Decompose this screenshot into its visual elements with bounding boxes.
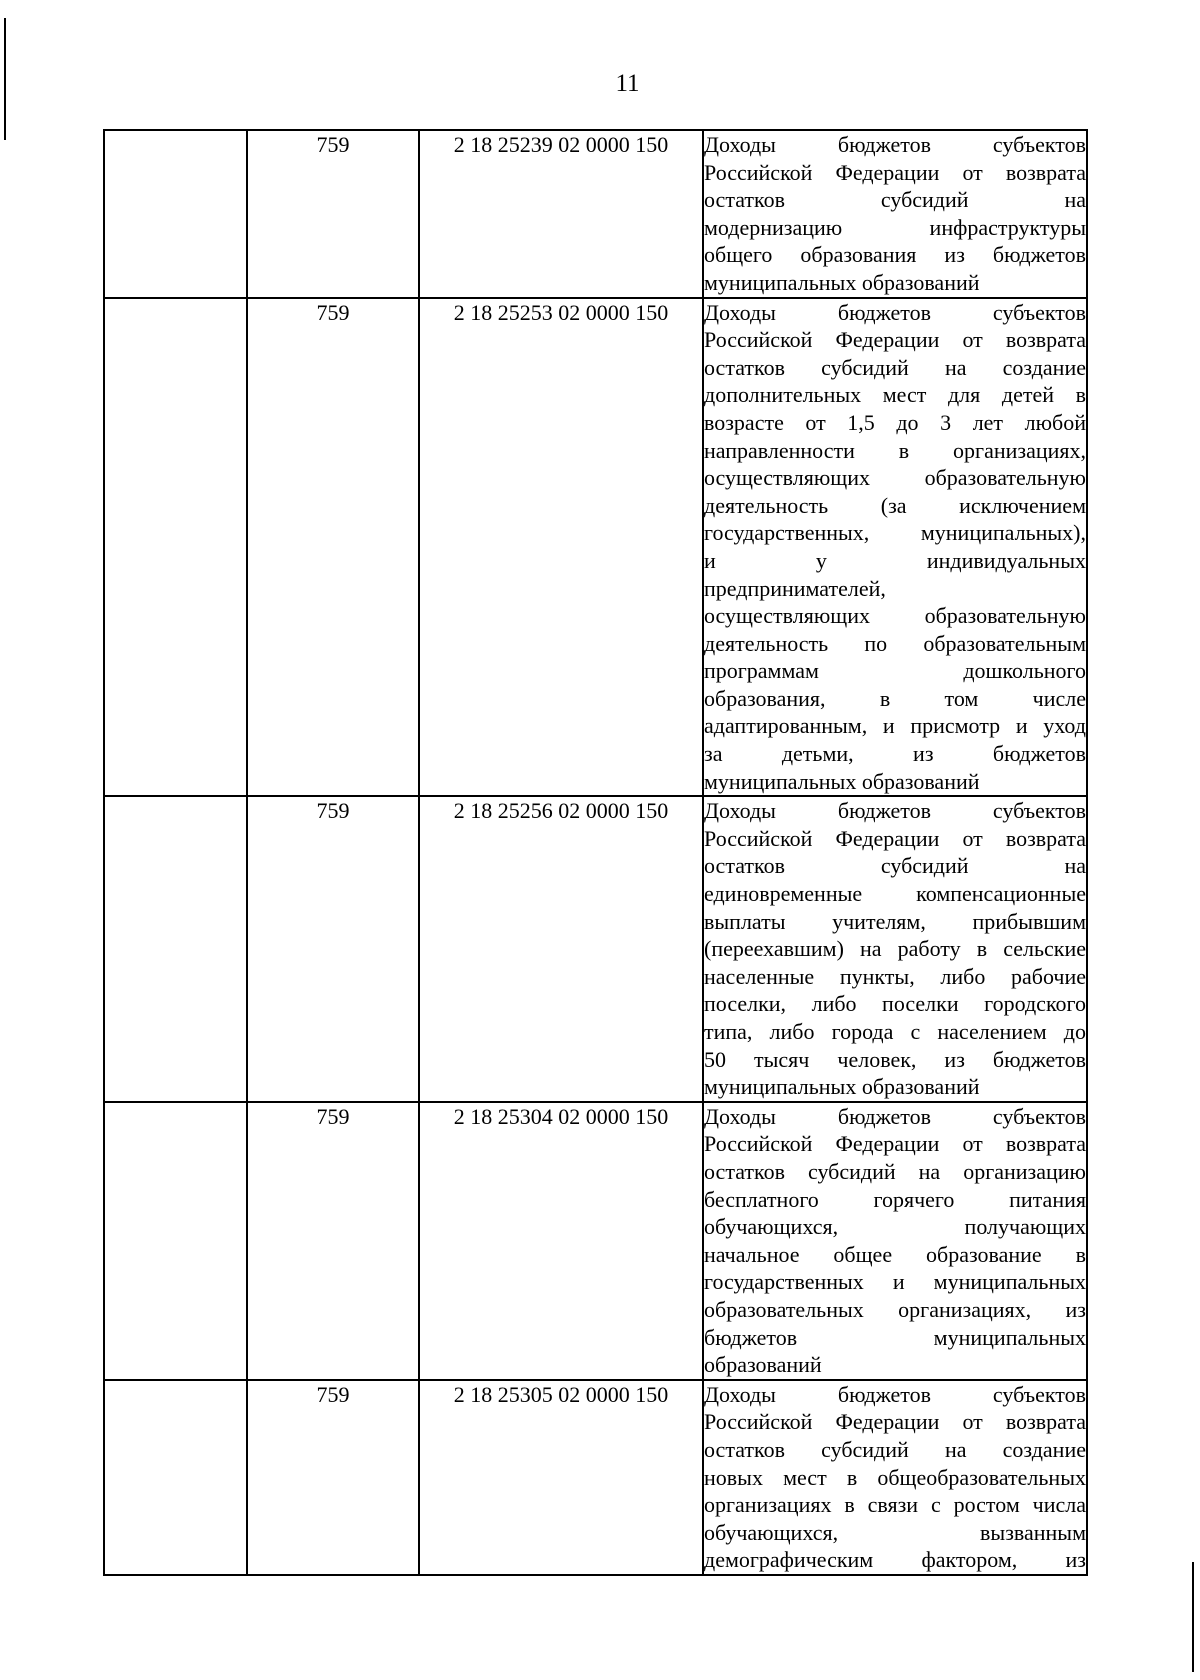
description-line: Доходы бюджетов субъектов bbox=[704, 132, 1086, 157]
description-line: направленности в организациях, bbox=[704, 437, 1086, 463]
description-line: Доходы бюджетов субъектов bbox=[704, 299, 1086, 325]
description-line: образований bbox=[704, 1352, 822, 1378]
income-description-cell bbox=[703, 1102, 1087, 1380]
empty-cell bbox=[104, 1380, 247, 1575]
scan-edge-mark-right bbox=[1192, 1562, 1194, 1672]
description-line: общего образования из бюджетов bbox=[704, 242, 1086, 268]
description-line: единовременные компенсационные bbox=[704, 881, 1086, 907]
description-line: населенные пункты, либо рабочие bbox=[704, 963, 1086, 989]
description-line: дополнительных мест для детей в bbox=[704, 382, 1086, 408]
description-line: Доходы бюджетов субъектов bbox=[704, 798, 1086, 824]
budget-classification-code-cell: 2 18 25239 02 0000 150 bbox=[419, 130, 703, 298]
description-line: модернизацию инфраструктуры bbox=[704, 214, 1086, 240]
description-line: остатков субсидий на создание bbox=[704, 354, 1086, 380]
description-line: 50 тысяч человек, из бюджетов bbox=[704, 1046, 1086, 1072]
budget-classification-code-cell: 2 18 25304 02 0000 150 bbox=[419, 1102, 703, 1380]
budget-classification-code-cell: 2 18 25305 02 0000 150 bbox=[419, 1380, 703, 1575]
description-line: Российской Федерации от возврата bbox=[704, 1409, 1086, 1435]
page-number: 11 bbox=[615, 70, 640, 97]
description-line: деятельность по образовательным bbox=[704, 630, 1086, 656]
description-line: остатков субсидий на bbox=[704, 187, 1086, 213]
description-line: муниципальных образований bbox=[704, 269, 980, 295]
empty-cell bbox=[104, 1102, 247, 1380]
description-line: образования, в том числе bbox=[704, 685, 1086, 711]
description-line: бюджетов муниципальных bbox=[704, 1324, 1086, 1350]
table-row bbox=[104, 1102, 1087, 1380]
description-line: обучающихся, получающих bbox=[704, 1214, 1086, 1240]
description-line: Российской Федерации от возврата bbox=[704, 1131, 1086, 1157]
empty-cell bbox=[104, 130, 247, 298]
description-line: остатков субсидий на bbox=[704, 853, 1086, 879]
income-description-cell bbox=[703, 130, 1087, 298]
table-row bbox=[104, 298, 1087, 797]
table-row bbox=[104, 130, 1087, 298]
description-line: предпринимателей, bbox=[704, 575, 886, 601]
description-line: и у индивидуальных bbox=[704, 547, 1086, 573]
description-line: государственных, муниципальных), bbox=[704, 520, 1086, 546]
description-line: возрасте от 1,5 до 3 лет любой bbox=[704, 409, 1086, 435]
description-line: поселки, либо поселки городского bbox=[704, 991, 1086, 1017]
description-line: остатков субсидий на организацию bbox=[704, 1158, 1086, 1184]
administrator-code-cell: 759 bbox=[247, 130, 419, 298]
description-line: адаптированным, и присмотр и уход bbox=[704, 713, 1086, 739]
description-line: Российской Федерации от возврата bbox=[704, 159, 1086, 185]
income-description-cell bbox=[703, 1380, 1087, 1575]
description-line: (переехавшим) на работу в сельские bbox=[704, 936, 1086, 962]
description-line: Российской Федерации от возврата bbox=[704, 327, 1086, 353]
administrator-code-cell: 759 bbox=[247, 298, 419, 797]
description-line: начальное общее образование в bbox=[704, 1241, 1086, 1267]
income-description-cell bbox=[703, 796, 1087, 1102]
description-line: осуществляющих образовательную bbox=[704, 603, 1086, 629]
description-line: остатков субсидий на создание bbox=[704, 1436, 1086, 1462]
description-line: Доходы бюджетов субъектов bbox=[704, 1103, 1086, 1129]
budget-classification-code-cell: 2 18 25256 02 0000 150 bbox=[419, 796, 703, 1102]
empty-cell bbox=[104, 796, 247, 1102]
table-row bbox=[104, 796, 1087, 1102]
description-line: новых мест в общеобразовательных bbox=[704, 1464, 1086, 1490]
administrator-code-cell: 759 bbox=[247, 796, 419, 1102]
description-line: за детьми, из бюджетов bbox=[704, 741, 1086, 767]
income-codes-table bbox=[103, 129, 1088, 1576]
description-line: деятельность (за исключением bbox=[704, 492, 1086, 518]
description-line: Доходы бюджетов субъектов bbox=[704, 1381, 1086, 1407]
administrator-code-cell: 759 bbox=[247, 1380, 419, 1575]
empty-cell bbox=[104, 298, 247, 797]
income-description-cell bbox=[703, 298, 1087, 797]
description-line: образовательных организациях, из bbox=[704, 1296, 1086, 1322]
description-line: организациях в связи с ростом числа bbox=[704, 1492, 1086, 1518]
description-line: программам дошкольного bbox=[704, 658, 1086, 684]
description-line: Российской Федерации от возврата bbox=[704, 825, 1086, 851]
description-line: осуществляющих образовательную bbox=[704, 465, 1086, 491]
description-line: муниципальных образований bbox=[704, 768, 980, 794]
description-line: выплаты учителям, прибывшим bbox=[704, 908, 1086, 934]
budget-classification-code-cell: 2 18 25253 02 0000 150 bbox=[419, 298, 703, 797]
description-line: муниципальных образований bbox=[704, 1074, 980, 1100]
description-line: государственных и муниципальных bbox=[704, 1269, 1086, 1295]
description-line: обучающихся, вызванным bbox=[704, 1519, 1086, 1545]
administrator-code-cell: 759 bbox=[247, 1102, 419, 1380]
description-line: типа, либо города с населением до bbox=[704, 1019, 1086, 1044]
description-line: бесплатного горячего питания bbox=[704, 1186, 1086, 1212]
table-row bbox=[104, 1380, 1087, 1575]
description-line: демографическим фактором, из bbox=[704, 1547, 1086, 1573]
